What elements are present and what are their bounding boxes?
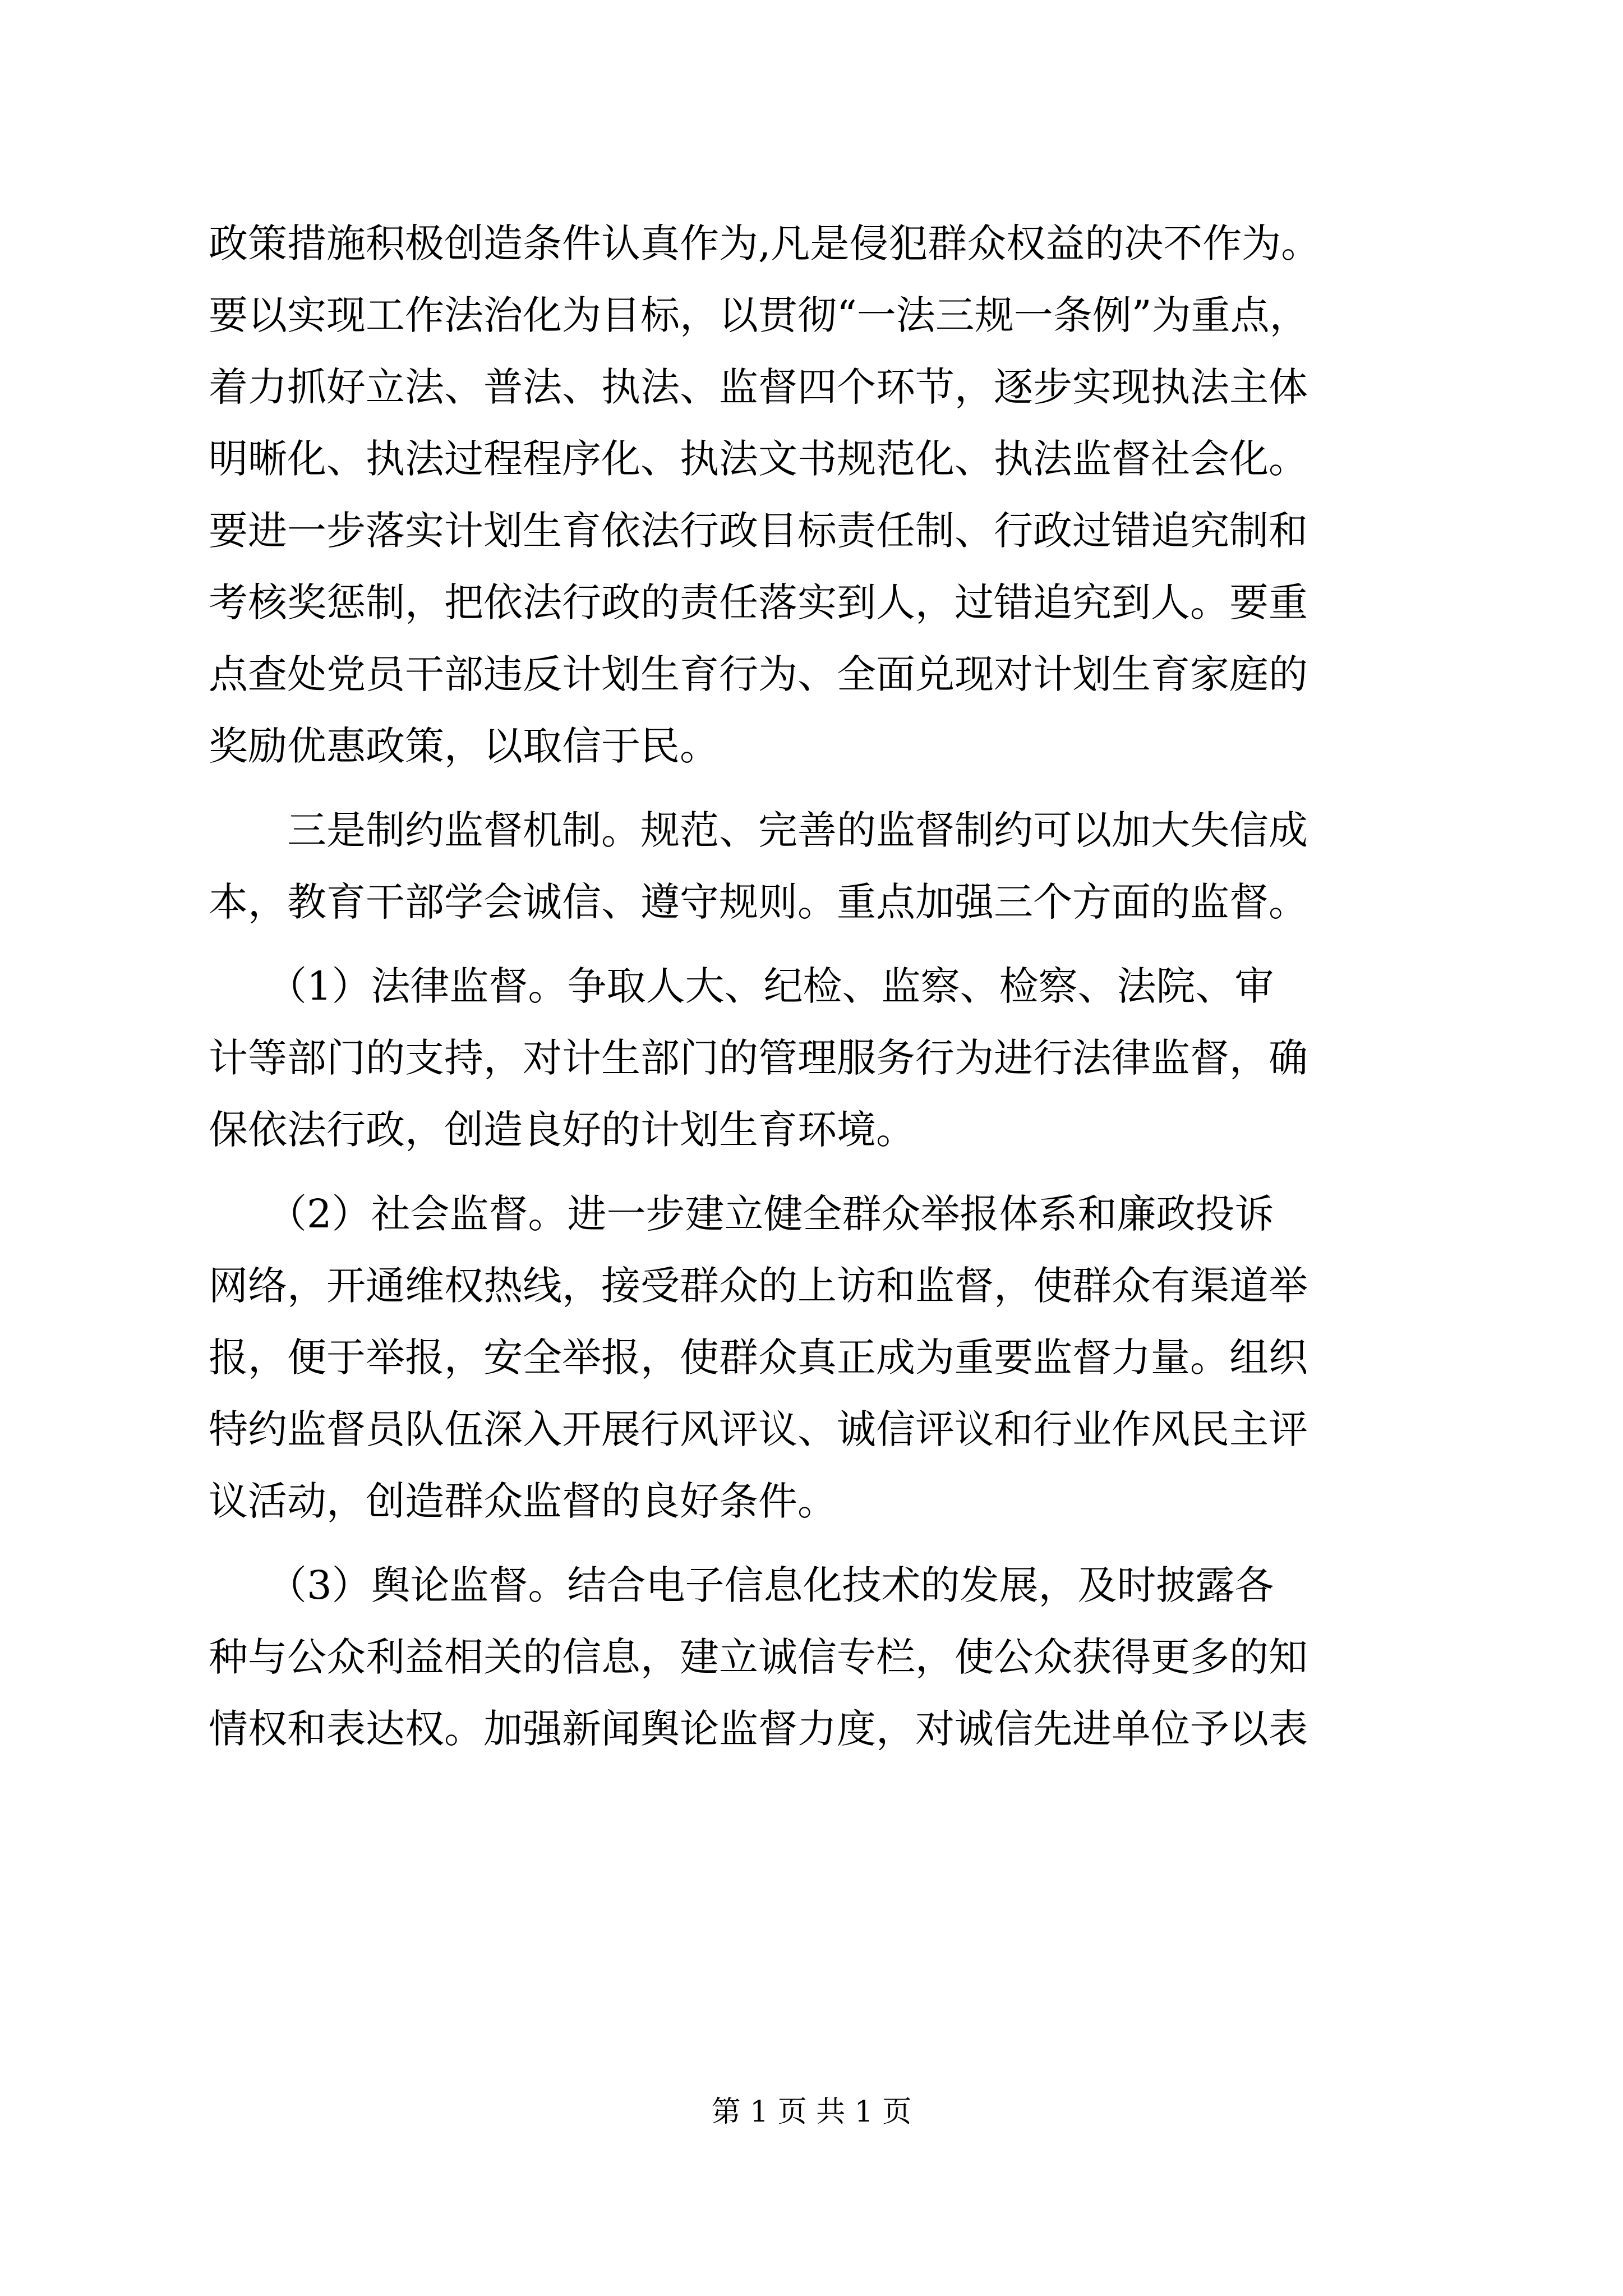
text-line: 情权和表达权。加强新闻舆论监督力度，对诚信先进单位予以表 [209, 1706, 1308, 1752]
paragraph [209, 794, 1437, 938]
paragraph [209, 950, 1437, 1166]
paragraph-gap [209, 1166, 1437, 1178]
paragraph [209, 1178, 1437, 1537]
page-number: 第 1 页 共 1 页 [711, 2095, 912, 2129]
paragraph-gap [209, 782, 1437, 794]
text-line: 明晰化、执法过程程序化、执法文书规范化、执法监督社会化。 [209, 436, 1308, 482]
text-line: 三是制约监督机制。规范、完善的监督制约可以加大失信成 [209, 807, 1308, 853]
text-line: （2）社会监督。进一步建立健全群众举报体系和廉政投诉 [209, 1191, 1274, 1237]
paragraph-gap [209, 938, 1437, 950]
page-footer [0, 2092, 1623, 2132]
text-line: 考核奖惩制，把依法行政的责任落实到人，过错追究到人。要重 [209, 579, 1308, 625]
text-line: 种与公众利益相关的信息，建立诚信专栏，使公众获得更多的知 [209, 1634, 1308, 1680]
paragraph [209, 208, 1437, 782]
paragraph [209, 1549, 1437, 1765]
paragraph-gap [209, 1537, 1437, 1549]
text-line: （3）舆论监督。结合电子信息化技术的发展，及时披露各 [209, 1562, 1274, 1608]
text-line: 要以实现工作法治化为目标，以贯彻“一法三规一条例”为重点， [209, 292, 1309, 338]
text-line: 要进一步落实计划生育依法行政目标责任制、行政过错追究制和 [209, 508, 1308, 554]
text-line: 特约监督员队伍深入开展行风评议、诚信评议和行业作风民主评 [209, 1406, 1308, 1452]
text-line: 点查处党员干部违反计划生育行为、全面兑现对计划生育家庭的 [209, 651, 1308, 697]
text-line: 议活动，创造群众监督的良好条件。 [209, 1478, 837, 1524]
text-line: （1）法律监督。争取人大、纪检、监察、检察、法院、审 [209, 963, 1274, 1009]
text-line: 着力抓好立法、普法、执法、监督四个环节，逐步实现执法主体 [209, 364, 1308, 410]
text-line: 奖励优惠政策，以取信于民。 [209, 723, 719, 769]
text-line: 本，教育干部学会诚信、遵守规则。重点加强三个方面的监督。 [209, 879, 1308, 925]
document-body [209, 208, 1437, 1765]
text-line: 计等部门的支持，对计生部门的管理服务行为进行法律监督，确 [209, 1035, 1308, 1081]
text-line: 报，便于举报，安全举报，使群众真正成为重要监督力量。组织 [209, 1335, 1308, 1381]
text-line: 政策措施积极创造条件认真作为,凡是侵犯群众权益的决不作为。 [209, 220, 1321, 266]
text-line: 保依法行政，创造良好的计划生育环境。 [209, 1107, 915, 1153]
text-line: 网络，开通维权热线，接受群众的上访和监督，使群众有渠道举 [209, 1263, 1308, 1309]
